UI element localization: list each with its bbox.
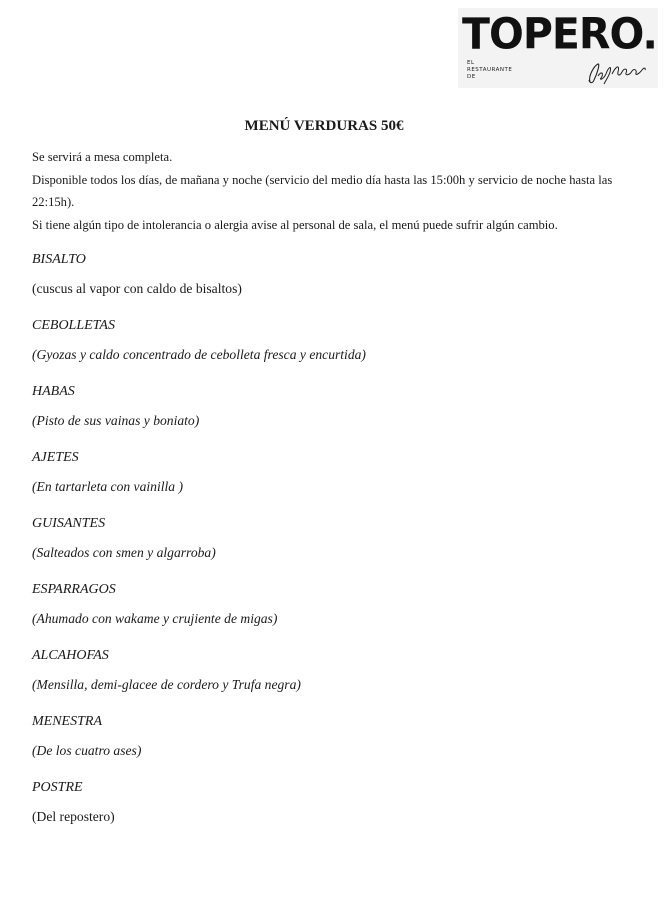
course-name: HABAS	[32, 384, 75, 399]
course-item	[32, 710, 632, 776]
course-description: (Pisto de sus vainas y boniato)	[32, 413, 200, 428]
course-name: AJETES	[32, 450, 79, 465]
course-description: (Gyozas y caldo concentrado de cebolleta fresca y encurtida)	[32, 347, 366, 362]
course-description: (Mensilla, demi-glacee de cordero y Trufa negra)	[32, 677, 301, 692]
course-name: ESPARRAGOS	[32, 582, 116, 597]
signature-icon	[584, 58, 650, 88]
intro-line: Se servirá a mesa completa.	[32, 150, 173, 164]
course-list	[32, 248, 632, 842]
course-name: ALCAHOFAS	[32, 648, 109, 663]
course-description: (cuscus al vapor con caldo de bisaltos)	[32, 281, 242, 296]
menu-title: MENÚ VERDURAS 50€	[244, 118, 404, 134]
course-item	[32, 776, 632, 842]
logo-subtitle-line: RESTAURANTE	[467, 67, 513, 73]
logo-subtitle	[467, 60, 512, 81]
course-name: BISALTO	[32, 252, 86, 267]
course-item	[32, 380, 632, 446]
logo-subtitle-line: EL	[467, 60, 475, 66]
course-name: MENESTRA	[32, 714, 102, 729]
course-item	[32, 578, 632, 644]
course-item	[32, 446, 632, 512]
course-description: (En tartarleta con vainilla )	[32, 479, 184, 494]
logo-subtitle-line: DE	[467, 74, 476, 80]
course-description: (Salteados con smen y algarroba)	[32, 545, 216, 560]
intro-line: Disponible todos los días, de mañana y noche (servicio del medio día hasta las 15:00h y servicio de noche hasta las 22:15h).	[32, 172, 613, 209]
course-item	[32, 314, 632, 380]
course-item	[32, 248, 632, 314]
course-description: (Del repostero)	[32, 809, 115, 824]
course-name: GUISANTES	[32, 516, 106, 531]
course-name: POSTRE	[32, 780, 83, 795]
restaurant-logo	[458, 8, 658, 88]
course-description: (Ahumado con wakame y crujiente de migas)	[32, 611, 278, 626]
intro-line: Si tiene algún tipo de intolerancia o alergia avise al personal de sala, el menú puede sufrir algún cambio.	[32, 217, 558, 232]
course-description: (De los cuatro ases)	[32, 743, 142, 758]
course-item	[32, 512, 632, 578]
menu-intro	[32, 146, 632, 236]
course-item	[32, 644, 632, 710]
logo-wordmark: TOPERO.	[462, 8, 657, 60]
course-name: CEBOLLETAS	[32, 318, 115, 333]
